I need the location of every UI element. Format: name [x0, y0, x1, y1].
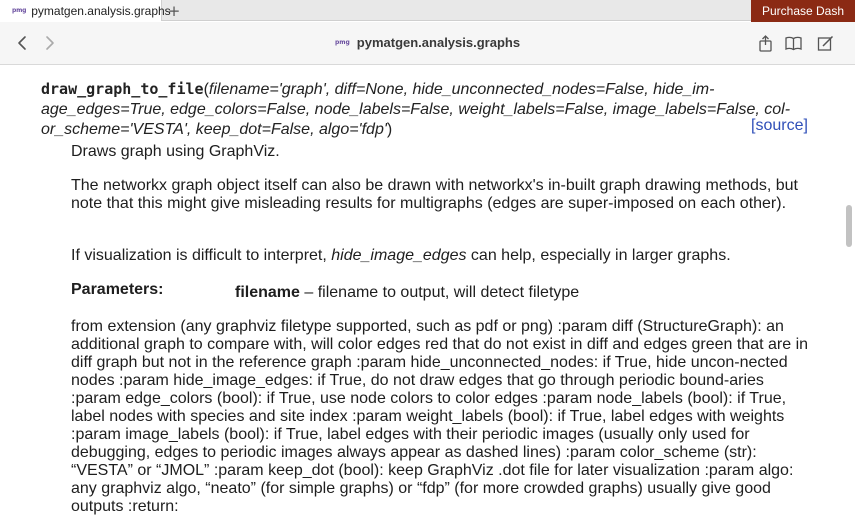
edit-icon[interactable] [817, 35, 834, 52]
function-name: draw_graph_to_file [41, 80, 204, 98]
param-desc: – filename to output, will detect filetype [299, 284, 580, 301]
pmg-favicon-icon: pmg [334, 39, 350, 46]
tab-active[interactable] [0, 0, 171, 21]
description-paragraph: The networkx graph object itself can also be drawn with networkx's in-built graph drawing methods, but note that this might give misleading results for multigraphs (edges are super-imposed on each other). [71, 177, 798, 212]
params-body-paragraph: from extension (any graphviz filetype supported, such as pdf or png) :param diff (StructureGraph): an additional graph to compare with, will color edges red that do not exist in diff and edges green that are in diff graph but not in the reference graph :param hide_unconnected_nodes: if True, hide uncon-nected nodes :param hide_image_edges: if True, do not draw edges that go through periodic bound-aries :param edge_colors (bool): if True, use node colors to color edges :param node_labels (bool): if True, label nodes with species and site index :param weight_labels (bool): if True, label edges with weights :param image_labels (bool): if True, label edges with their periodic images (usually only used for debugging, edges to periodic images always appear as dashed lines) :param color_scheme (str): “VESTA” or “JMOL” :param keep_dot (bool): keep GraphViz .dot file for later visualization :param algo: any graphviz algo, “neato” (for simple graphs) or “fdp” (for more crowded graphs) usually give good outputs :return: [71, 318, 809, 515]
param-filename [235, 284, 579, 302]
parameters-heading: Parameters: [71, 281, 164, 298]
scrollbar-thumb[interactable] [846, 205, 852, 247]
new-tab-button[interactable]: + [167, 1, 181, 20]
doc-content [0, 66, 843, 532]
toolbar [0, 22, 855, 65]
signature-open-paren: ( [203, 81, 209, 98]
visualization-tip [71, 247, 811, 265]
url-title: pymatgen.analysis.graphs [356, 35, 521, 50]
purchase-dash-button[interactable]: Purchase Dash [751, 0, 855, 22]
tip-text-after: can help, especially in larger graphs. [466, 247, 731, 264]
share-icon[interactable] [757, 35, 774, 52]
book-icon[interactable] [785, 35, 802, 52]
address-title [0, 35, 855, 50]
signature-params: filename='graph', diff=None, hide_unconnected_nodes=False, hide_im-age_edges=True, edge_colors=False, node_labels=False, weight_labels=False, image_labels=False, col-or_scheme='VESTA', keep_dot=False, algo='fdp' [41, 81, 791, 138]
tab-title: pymatgen.analysis.graphs [31, 3, 171, 18]
function-signature [41, 79, 801, 140]
tip-param-em: hide_image_edges [331, 247, 467, 264]
signature-close-paren: ) [386, 121, 393, 138]
source-link[interactable]: [source] [751, 117, 808, 134]
pmg-favicon-icon: pmg [12, 7, 27, 14]
tip-text-before: If visualization is difficult to interpret, [71, 247, 332, 264]
param-name: filename [235, 284, 300, 301]
summary-text: Draws graph using GraphViz. [71, 143, 280, 160]
tab-bar [0, 0, 855, 21]
scrollbar-track[interactable] [843, 66, 855, 532]
